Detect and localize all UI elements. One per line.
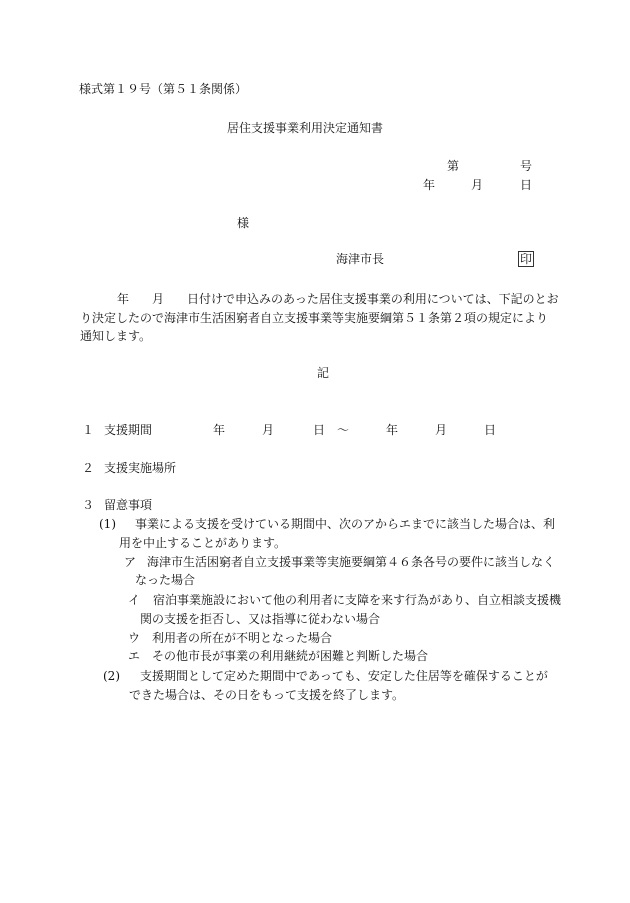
item-2-number: ２ — [82, 461, 95, 475]
note-e-line-1: その他市長が事業の利用継続が困難と判断した場合 — [152, 649, 429, 663]
sub-2-line-1: 支援期間として定めた期間中であっても、安定した住居等を確保することが — [140, 669, 548, 683]
note-a-line-1: 海津市生活困窮者自立支援事業等実施要綱第４６条各号の要件に該当しなく — [147, 555, 556, 569]
body-line-3: 通知します。 — [80, 329, 152, 343]
item-3-number: ３ — [82, 498, 95, 512]
body-line-1: 日付けで申込みのあった居住支援事業の利用については、下記のとお — [187, 292, 559, 306]
note-u-marker: ウ — [128, 631, 141, 645]
sub-1-line-1: 事業による支援を受けている期間中、次のアからエまでに該当した場合は、利 — [135, 517, 556, 531]
form-number: 様式第１９号（第５１条関係） — [79, 82, 248, 96]
issuer-name: 海津市長 — [336, 252, 385, 266]
body-year: 年 — [117, 292, 130, 306]
sub-2-line-2: できた場合は、その日をもって支援を終了します。 — [129, 688, 405, 702]
issue-day: 日 — [520, 178, 533, 192]
period-end-year: 年 — [386, 423, 399, 437]
sub-2-marker: (2) — [103, 669, 120, 683]
sub-1-marker: (1) — [99, 517, 116, 531]
seal-mark: 印 — [520, 252, 533, 266]
period-tilde: ～ — [337, 423, 350, 437]
note-i-line-2: 関の支援を拒否し、又は指導に従わない場合 — [140, 612, 381, 626]
sub-1-line-2: 用を中止することがあります。 — [119, 536, 287, 550]
issue-month: 月 — [471, 178, 484, 192]
ki-heading: 記 — [317, 366, 330, 380]
doc-number-prefix: 第 — [447, 159, 460, 173]
period-start-month: 月 — [262, 423, 275, 437]
body-month: 月 — [152, 292, 165, 306]
period-end-month: 月 — [435, 423, 448, 437]
item-2-label: 支援実施場所 — [104, 461, 177, 475]
note-u-line-1: 利用者の所在が不明となった場合 — [152, 631, 333, 645]
note-e-marker: エ — [128, 649, 141, 663]
note-a-marker: ア — [124, 555, 137, 569]
period-start-day: 日 — [313, 423, 326, 437]
issue-year: 年 — [423, 178, 436, 192]
note-i-marker: イ — [128, 593, 141, 607]
period-end-day: 日 — [484, 423, 497, 437]
item-1-label: 支援期間 — [104, 423, 153, 437]
doc-number-suffix: 号 — [520, 159, 533, 173]
period-start-year: 年 — [213, 423, 226, 437]
item-1-number: １ — [82, 423, 95, 437]
item-3-label: 留意事項 — [104, 498, 153, 512]
note-i-line-1: 宿泊事業施設において他の利用者に支障を来す行為があり、自立相談支援機 — [153, 593, 562, 607]
body-line-2: り決定したので海津市生活困窮者自立支援事業等実施要綱第５１条第２項の規定により — [80, 311, 549, 325]
note-a-line-2: なった場合 — [135, 573, 196, 587]
addressee-suffix: 様 — [237, 216, 250, 230]
document-title: 居住支援事業利用決定通知書 — [227, 121, 384, 135]
